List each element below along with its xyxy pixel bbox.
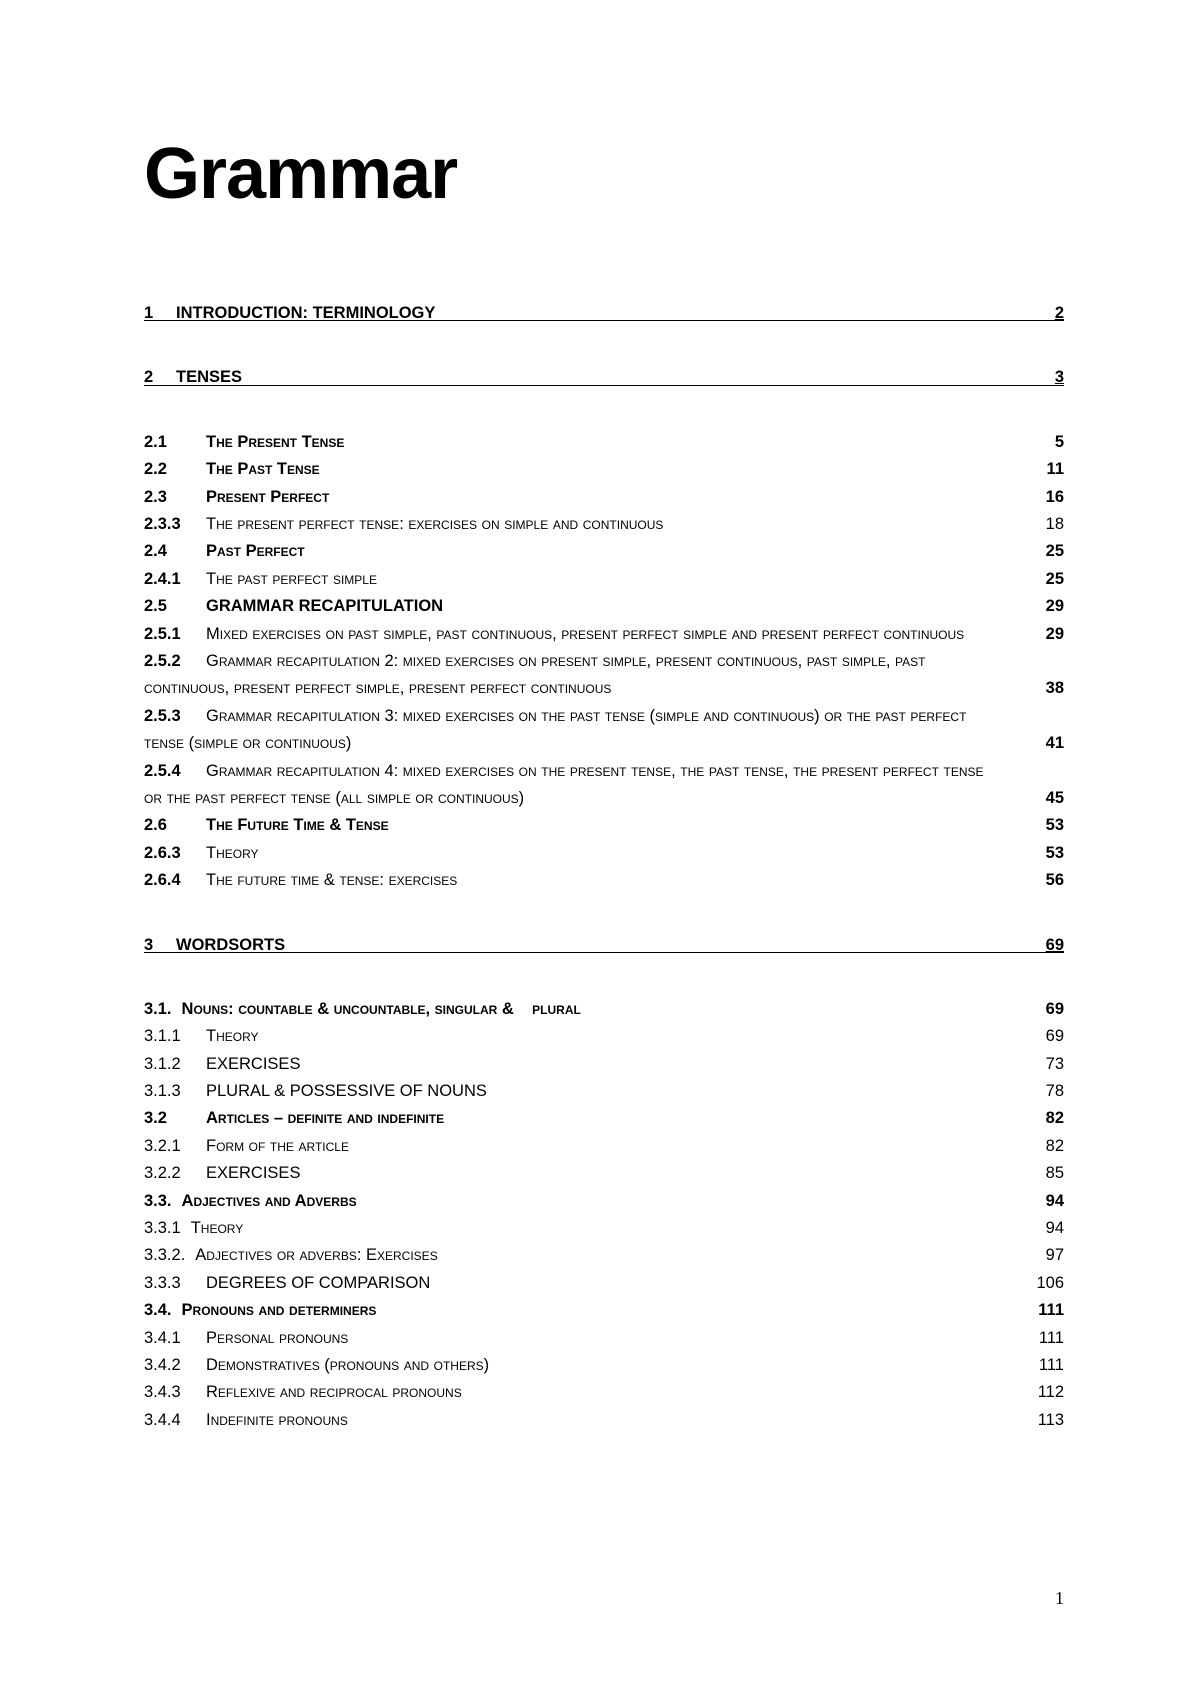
toc-entry-2-3[interactable] (144, 484, 1064, 511)
toc-entry-number: 2.4 (144, 542, 167, 561)
toc-entry-page: 85 (1045, 1164, 1064, 1183)
toc-entry-number: 3.2.2 (144, 1164, 181, 1183)
toc-entry-page: 2 (1054, 304, 1064, 322)
toc-entry-page: 5 (1054, 432, 1064, 451)
toc-leader-line (144, 952, 1064, 953)
toc-entry-page: 29 (1045, 597, 1064, 616)
toc-entry-number: 3.2 (144, 1109, 167, 1128)
toc-entry-2-6-3[interactable] (144, 840, 1064, 867)
toc-entry-number: 3.3.3 (144, 1273, 181, 1292)
toc-entry-number: 2.2 (144, 460, 167, 479)
toc-entry-3-3-1[interactable] (144, 1215, 1064, 1242)
toc-entry-title: Adjectives and Adverbs (181, 1191, 357, 1210)
toc-entry-3-2-1[interactable] (144, 1133, 1064, 1160)
toc-leader-line (144, 320, 1064, 321)
toc-entry-number: 2.5.1 (144, 624, 181, 643)
toc-entry-page: 78 (1045, 1082, 1064, 1101)
toc-entry-number: 3.3.1 (144, 1219, 181, 1238)
toc-entry-title: The present perfect tense: exercises on simple and continuous (206, 514, 664, 533)
toc-entry-page: 69 (1045, 935, 1064, 954)
toc-entry-title: INTRODUCTION: TERMINOLOGY (176, 304, 436, 322)
toc-entry-number: 2.5.4 (144, 761, 181, 780)
toc-entry-page: 111 (1038, 1301, 1064, 1320)
toc-entry-2-2[interactable] (144, 456, 1064, 483)
toc-entry-3-3-2[interactable] (144, 1242, 1064, 1269)
toc-entry-page: 56 (1045, 871, 1064, 890)
toc-entry-number: 3.4.4 (144, 1410, 181, 1429)
toc-entry-title: The Present Tense (206, 432, 345, 451)
toc-entry-title: The Future Time & Tense (206, 816, 389, 835)
toc-entry-title: Grammar recapitulation 2: mixed exercises on present simple, present continuous, past simple, past continuous, present perfect simple, present perfect continuous (144, 651, 926, 698)
toc-entry-title: Form of the article (206, 1136, 349, 1155)
toc-entry-3-4-3[interactable] (144, 1379, 1064, 1406)
toc-entry-2-4[interactable] (144, 538, 1064, 565)
toc-entry-page: 69 (1045, 999, 1064, 1018)
toc-entry-number: 2 (144, 368, 154, 387)
toc-entry-page: 53 (1045, 816, 1064, 835)
toc-entry-page: 3 (1054, 368, 1064, 387)
toc-entry-title: GRAMMAR RECAPITULATION (206, 597, 444, 616)
toc-entry-3[interactable] (144, 932, 1064, 959)
toc-entry-page: 82 (1045, 1109, 1064, 1128)
toc-entry-number: 3.3. (144, 1191, 172, 1210)
toc-entry-number: 3.1. (144, 999, 172, 1018)
toc-entry-3-2-2[interactable] (144, 1160, 1064, 1187)
toc-entry-2-5-2[interactable] (144, 648, 1064, 703)
toc-entry-title: WORDSORTS (176, 935, 286, 954)
toc-entry-1[interactable] (144, 300, 1064, 327)
toc-entry-3-1-2[interactable] (144, 1051, 1064, 1078)
toc-entry-page: 112 (1037, 1383, 1064, 1402)
toc-entry-2-5-4[interactable] (144, 758, 1064, 813)
toc-entry-page: 111 (1038, 1328, 1064, 1347)
toc-entry-page: 94 (1045, 1219, 1064, 1238)
toc-entry-title: Theory (190, 1219, 244, 1238)
toc-entry-page: 29 (1045, 624, 1064, 643)
toc-entry-title: Grammar recapitulation 4: mixed exercises on the present tense, the past tense, the present perfect tense or the past perfect tense (all simple or continuous) (144, 761, 984, 807)
toc-leader-line (144, 385, 1064, 386)
toc-entry-number: 3.4.1 (144, 1328, 181, 1347)
page-number: 1 (1055, 1588, 1064, 1608)
toc-entry-3-1[interactable] (144, 996, 1064, 1023)
toc-entry-3-2[interactable] (144, 1105, 1064, 1132)
toc-entry-title: Demonstratives (pronouns and others) (206, 1356, 490, 1374)
toc-entry-page: 11 (1046, 460, 1064, 479)
toc-entry-title: Nouns: countable & uncountable, singular & plural (181, 999, 581, 1018)
toc-entry-title: The past perfect simple (206, 569, 377, 588)
toc-entry-number: 2.3 (144, 487, 167, 506)
toc-entry-title: The future time & tense: exercises (206, 871, 458, 890)
toc-entry-title: Grammar recapitulation 3: mixed exercises on the past tense (simple and continuous) or the past perfect tense (simple or continuous) (144, 706, 967, 753)
toc-entry-page: 94 (1045, 1191, 1064, 1210)
toc-entry-title: Theory (206, 1027, 259, 1046)
toc-entry-title: PLURAL & POSSESSIVE OF NOUNS (206, 1082, 487, 1101)
toc-entry-page: 73 (1045, 1054, 1064, 1073)
toc-entry-3-4-2[interactable] (144, 1352, 1064, 1379)
toc-entry-2-6[interactable] (144, 812, 1064, 839)
toc-entry-page: 25 (1045, 542, 1064, 561)
toc-entry-number: 2.5.3 (144, 706, 181, 725)
toc-entry-number: 2.6.4 (144, 871, 181, 890)
toc-entry-number: 3.4.2 (144, 1356, 181, 1374)
toc-entry-number: 1 (144, 304, 154, 322)
toc-entry-2-5-3[interactable] (144, 703, 1064, 758)
toc-entry-title: The Past Tense (206, 460, 320, 479)
toc-entry-3-1-3[interactable] (144, 1078, 1064, 1105)
toc-entry-page: 45 (1045, 788, 1064, 807)
toc-entry-title: Articles – definite and indefinite (206, 1109, 445, 1128)
toc-entry-number: 3.4.3 (144, 1383, 181, 1402)
toc-entry-number: 2.1 (144, 432, 167, 451)
toc-entry-2-1[interactable] (144, 429, 1064, 456)
toc-entry-number: 3.4. (144, 1301, 172, 1320)
toc-entry-number: 2.4.1 (144, 569, 181, 588)
toc-entry-3-3-3[interactable] (144, 1270, 1064, 1297)
toc-entry-page: 82 (1045, 1136, 1064, 1155)
toc-entry-number: 3.1.2 (144, 1054, 181, 1073)
toc-entry-number: 2.6 (144, 816, 167, 835)
toc-entry-2-5-1[interactable] (144, 621, 1064, 648)
toc-entry-title: Reflexive and reciprocal pronouns (206, 1383, 462, 1402)
toc-entry-title: EXERCISES (206, 1164, 301, 1183)
toc-entry-number: 3 (144, 935, 154, 954)
toc-entry-2[interactable] (144, 364, 1064, 391)
toc-entry-number: 3.2.1 (144, 1136, 181, 1155)
toc-entry-title: Pronouns and determiners (181, 1301, 377, 1320)
toc-entry-page: 53 (1045, 843, 1064, 862)
toc-entry-number: 2.6.3 (144, 843, 181, 862)
toc-entry-number: 2.3.3 (144, 514, 181, 533)
toc-entry-2-5[interactable] (144, 593, 1064, 620)
toc-entry-page: 41 (1045, 734, 1064, 753)
toc-entry-title: EXERCISES (206, 1054, 301, 1073)
toc-entry-3-1-1[interactable] (144, 1023, 1064, 1050)
toc-entry-3-4-4[interactable] (144, 1407, 1064, 1434)
toc-entry-number: 2.5 (144, 597, 167, 616)
toc-entry-number: 2.5.2 (144, 651, 181, 670)
toc-entry-title: Past Perfect (206, 542, 305, 561)
toc-entry-3-4[interactable] (144, 1297, 1064, 1324)
toc-entry-title: Mixed exercises on past simple, past continuous, present perfect simple and present perfect continuous (206, 624, 965, 643)
toc-entry-2-3-3[interactable] (144, 511, 1064, 538)
toc-entry-title: DEGREES OF COMPARISON (206, 1273, 431, 1292)
toc-entry-title: Theory (206, 843, 259, 862)
toc-entry-page: 111 (1038, 1356, 1064, 1374)
toc-entry-page: 16 (1045, 487, 1064, 506)
toc-entry-2-6-4[interactable] (144, 867, 1064, 894)
toc-entry-title: Present Perfect (206, 487, 330, 506)
toc-entry-title: Indefinite pronouns (206, 1410, 348, 1429)
toc-entry-number: 3.3.2. (144, 1246, 186, 1265)
toc-entry-page: 25 (1045, 569, 1064, 588)
toc-entry-page: 38 (1045, 679, 1064, 698)
page-title: Grammar (144, 134, 458, 214)
toc-entry-page: 113 (1037, 1410, 1064, 1429)
table-of-contents (144, 300, 1064, 1434)
toc-entry-number: 3.1.1 (144, 1027, 181, 1046)
toc-entry-number: 3.1.3 (144, 1082, 181, 1101)
toc-entry-title: TENSES (176, 368, 243, 387)
toc-entry-page: 97 (1045, 1246, 1064, 1265)
toc-entry-3-3[interactable] (144, 1188, 1064, 1215)
toc-entry-3-4-1[interactable] (144, 1325, 1064, 1352)
toc-entry-page: 69 (1045, 1027, 1064, 1046)
toc-entry-page: 106 (1036, 1273, 1064, 1292)
toc-entry-page: 18 (1045, 514, 1064, 533)
toc-entry-title: Adjectives or adverbs: Exercises (195, 1246, 438, 1265)
toc-entry-2-4-1[interactable] (144, 566, 1064, 593)
toc-entry-title: Personal pronouns (206, 1328, 349, 1347)
